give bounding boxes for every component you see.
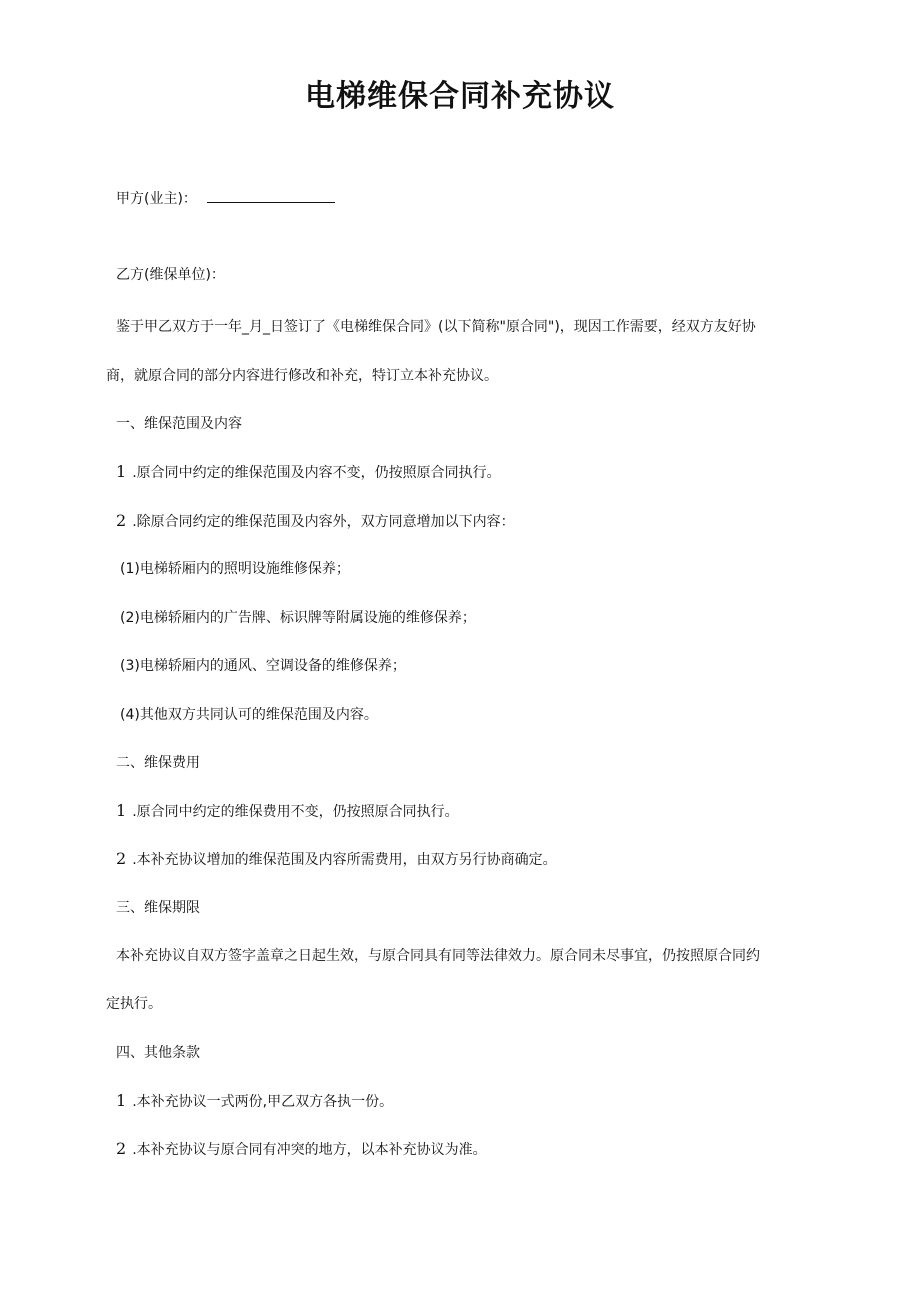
item-number: 1 (116, 801, 127, 820)
section-1-item-1 (116, 462, 501, 483)
section-4-item-1 (116, 1091, 393, 1112)
section-1-heading: 一、维保范围及内容 (116, 416, 242, 432)
section-1-sub-item-3: (3)电梯轿厢内的通风、空调设备的维修保养； (120, 658, 406, 674)
party-b-label: 乙方(维保单位)： (116, 267, 225, 283)
item-number: 1 (116, 1091, 127, 1110)
section-1-sub-item-4: (4)其他双方共同认可的维保范围及内容。 (120, 707, 378, 723)
item-text: .除原合同约定的维保范围及内容外，双方同意增加以下内容： (132, 514, 515, 530)
section-2-heading: 二、维保费用 (116, 755, 200, 771)
section-2-item-2 (116, 849, 557, 870)
preamble-line-1: 鉴于甲乙双方于一年_月_日签订了《电梯维保合同》(以下简称"原合同")，现因工作需要，经双方友好协 (116, 319, 756, 335)
item-number: 1 (116, 462, 127, 481)
section-4-heading: 四、其他条款 (116, 1045, 200, 1061)
item-text: .原合同中约定的维保范围及内容不变，仍按照原合同执行。 (132, 465, 501, 481)
item-text: .原合同中约定的维保费用不变，仍按照原合同执行。 (132, 804, 459, 820)
preamble-line-2: 商，就原合同的部分内容进行修改和补充，特订立本补充协议。 (106, 368, 498, 384)
party-a-label: 甲方(业主)： (116, 191, 197, 207)
section-3-heading: 三、维保期限 (116, 900, 200, 916)
item-text: .本补充协议增加的维保范围及内容所需费用，由双方另行协商确定。 (132, 852, 557, 868)
section-3-line-2: 定执行。 (106, 996, 162, 1012)
section-3-line-1: 本补充协议自双方签字盖章之日起生效，与原合同具有同等法律效力。原合同未尽事宜，仍按照原合同约 (116, 948, 760, 964)
section-1-sub-item-1: (1)电梯轿厢内的照明设施维修保养； (120, 561, 350, 577)
item-number: 2 (116, 511, 127, 530)
section-2-item-1 (116, 801, 459, 822)
item-text: .本补充协议一式两份,甲乙双方各执一份。 (132, 1094, 394, 1110)
item-text: .本补充协议与原合同有冲突的地方，以本补充协议为准。 (132, 1142, 487, 1158)
section-4-item-2 (116, 1139, 487, 1160)
party-a-line (116, 188, 335, 209)
party-a-blank-field[interactable] (207, 188, 335, 203)
document-title: 电梯维保合同补充协议 (305, 79, 615, 114)
section-1-sub-item-2: (2)电梯轿厢内的广告牌、标识牌等附属设施的维修保养； (120, 610, 476, 626)
section-1-item-2 (116, 511, 515, 532)
item-number: 2 (116, 849, 127, 868)
item-number: 2 (116, 1139, 127, 1158)
